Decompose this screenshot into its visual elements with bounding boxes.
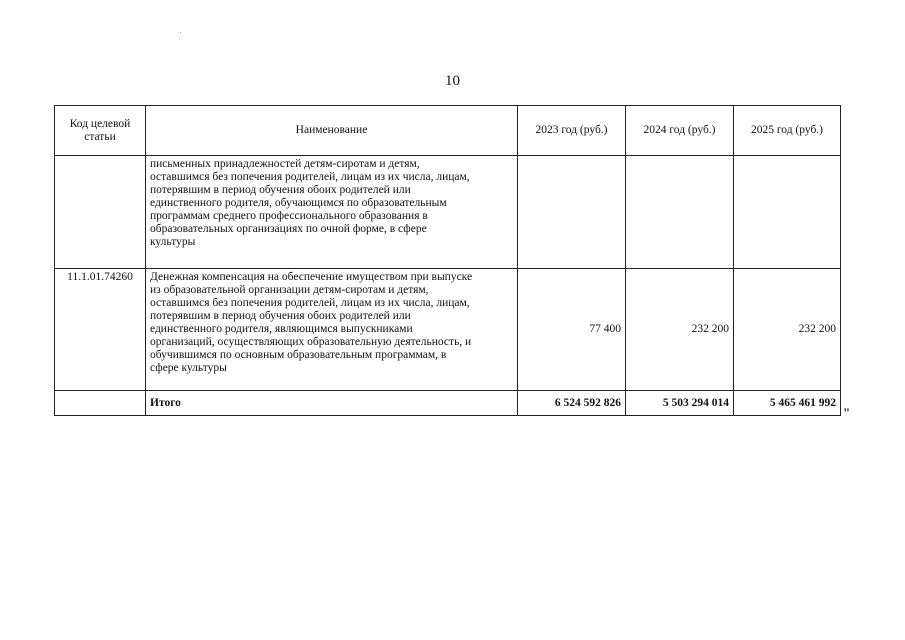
total-2024: 5 503 294 014 <box>626 391 734 416</box>
cell-2025: 232 200 <box>734 269 841 391</box>
closing-quote-mark: " <box>843 405 851 420</box>
scan-speck <box>180 32 181 33</box>
total-2023: 6 524 592 826 <box>518 391 626 416</box>
header-code: Код целевой статьи <box>55 106 146 156</box>
cell-2023: 77 400 <box>518 269 626 391</box>
total-code <box>55 391 146 416</box>
total-2025: 5 465 461 992 <box>734 391 841 416</box>
cell-code <box>55 156 146 269</box>
budget-table <box>54 105 841 416</box>
cell-name: письменных принадлежностей детям-сиротам и детям, оставшимся без попечения родителей, лицам из их числа, лицам, потерявшим в период обучения обоих родителей или единственного родителя, обучающимся по образовательным программам среднего профессионального образования в образовательных организациях по очной форме, в сфере культуры <box>146 156 518 269</box>
page-number: 10 <box>445 73 460 89</box>
header-2023: 2023 год (руб.) <box>518 106 626 156</box>
header-2025: 2025 год (руб.) <box>734 106 841 156</box>
table-row <box>55 269 841 391</box>
header-name: Наименование <box>146 106 518 156</box>
cell-2023 <box>518 156 626 269</box>
cell-code: 11.1.01.74260 <box>55 269 146 391</box>
total-row <box>55 391 841 416</box>
cell-2025 <box>734 156 841 269</box>
cell-2024: 232 200 <box>626 269 734 391</box>
total-label: Итого <box>146 391 518 416</box>
table-row <box>55 156 841 269</box>
table-header-row <box>55 106 841 156</box>
cell-name: Денежная компенсация на обеспечение имуществом при выпуске из образовательной организации детям-сиротам и детям, оставшимся без попечения родителей, лицам из их числа, лицам, потерявшим в период обучения обоих родителей или единственного родителя, являющимся выпускниками организаций, осуществляющих образовательную деятельность, и обучившимся по основным образовательным программам, в сфере культуры <box>146 269 518 391</box>
cell-2024 <box>626 156 734 269</box>
header-2024: 2024 год (руб.) <box>626 106 734 156</box>
